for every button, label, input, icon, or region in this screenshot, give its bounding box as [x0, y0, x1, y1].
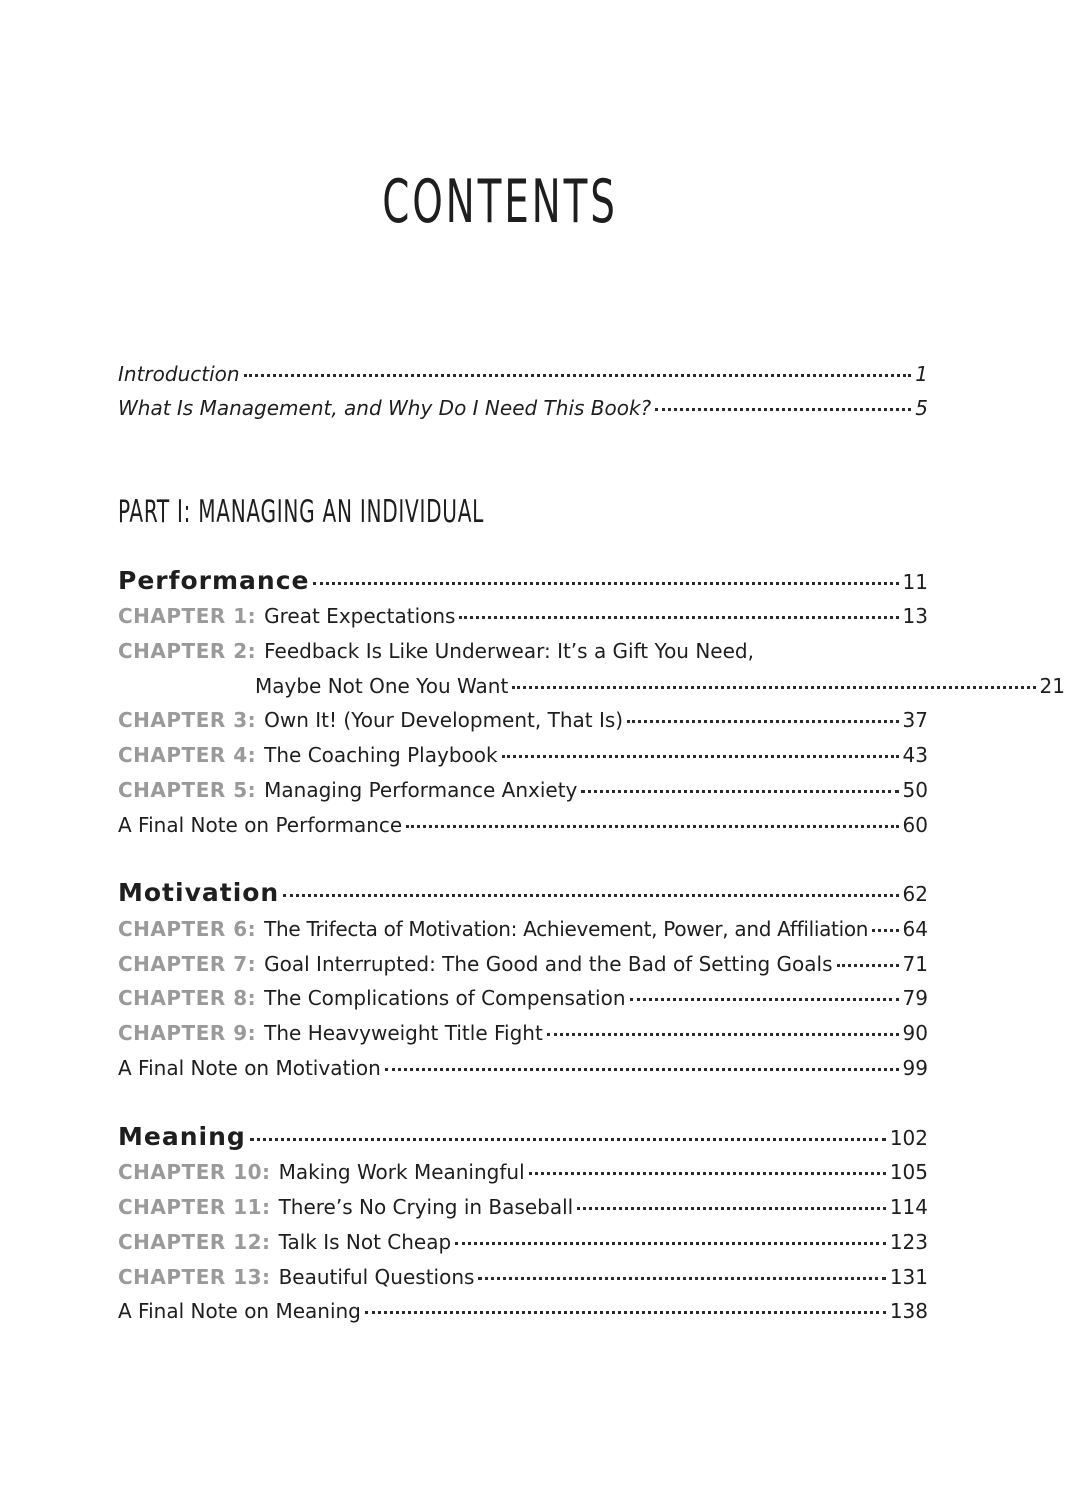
toc-section-performance[interactable]	[118, 568, 928, 593]
toc-chapter-2[interactable]	[118, 641, 928, 661]
page-number: 5	[915, 396, 928, 420]
toc-chapter-2-continued[interactable]	[118, 676, 1065, 696]
toc-chapter-5[interactable]	[118, 780, 928, 800]
dot-leader	[244, 374, 912, 377]
section-title: Meaning	[118, 1122, 246, 1151]
dot-leader	[512, 686, 1035, 689]
dot-leader	[529, 1172, 886, 1175]
toc-chapter-10[interactable]	[118, 1162, 928, 1182]
dot-leader	[630, 998, 899, 1001]
chapter-title: The Complications of Compensation	[264, 986, 626, 1010]
page-number: 1	[915, 362, 928, 386]
page-number: 123	[889, 1230, 928, 1254]
toc-chapter-7[interactable]	[118, 954, 928, 974]
section-title: Motivation	[118, 878, 280, 907]
dot-leader	[385, 1068, 899, 1071]
chapter-label: CHAPTER 3:	[118, 708, 257, 732]
page-number: 131	[889, 1265, 928, 1289]
toc-chapter-6[interactable]	[118, 919, 928, 939]
page-number: 138	[889, 1299, 928, 1323]
toc-final-note-meaning[interactable]	[118, 1301, 928, 1321]
chapter-label: CHAPTER 5:	[118, 778, 257, 802]
dot-leader	[313, 582, 898, 585]
chapter-label: CHAPTER 9:	[118, 1021, 257, 1045]
dot-leader	[627, 720, 898, 723]
dot-leader	[478, 1277, 885, 1280]
page-number: 64	[902, 917, 928, 941]
page-number: 43	[902, 743, 928, 767]
page-number: 21	[1039, 674, 1065, 698]
page-number: 105	[889, 1160, 928, 1184]
page-number: 114	[889, 1195, 928, 1219]
dot-leader	[872, 929, 898, 932]
dot-leader	[459, 616, 898, 619]
chapter-title: Beautiful Questions	[278, 1265, 475, 1289]
chapter-label: CHAPTER 10:	[118, 1160, 271, 1184]
chapter-title: Great Expectations	[264, 604, 456, 628]
entry-title: What Is Management, and Why Do I Need This Book?	[118, 396, 652, 420]
entry-title: A Final Note on Performance	[118, 813, 403, 837]
dot-leader	[502, 755, 899, 758]
chapter-title: Talk Is Not Cheap	[278, 1230, 452, 1254]
page-number: 37	[902, 708, 928, 732]
chapter-title: Making Work Meaningful	[278, 1160, 525, 1184]
chapter-label: CHAPTER 13:	[118, 1265, 271, 1289]
chapter-label: CHAPTER 7:	[118, 952, 257, 976]
dot-leader	[455, 1242, 886, 1245]
chapter-label: CHAPTER 2:	[118, 639, 257, 663]
toc-chapter-9[interactable]	[118, 1023, 928, 1043]
chapter-label: CHAPTER 8:	[118, 986, 257, 1010]
page-number: 50	[902, 778, 928, 802]
dot-leader	[581, 790, 898, 793]
toc-chapter-12[interactable]	[118, 1232, 928, 1252]
dot-leader	[577, 1207, 886, 1210]
chapter-title: Own It! (Your Development, That Is)	[264, 708, 624, 732]
toc-entry-introduction[interactable]	[118, 364, 928, 384]
page-number: 99	[902, 1056, 928, 1080]
section-title: Performance	[118, 566, 310, 595]
page-number: 11	[902, 570, 928, 594]
chapter-title: The Heavyweight Title Fight	[264, 1021, 543, 1045]
page-number: 60	[902, 813, 928, 837]
toc-final-note-performance[interactable]	[118, 815, 928, 835]
page-number: 62	[902, 882, 928, 906]
part-title: PART I: MANAGING AN INDIVIDUAL	[118, 494, 485, 530]
toc-chapter-11[interactable]	[118, 1197, 928, 1217]
toc-chapter-8[interactable]	[118, 988, 928, 1008]
chapter-label: CHAPTER 6:	[118, 917, 257, 941]
toc-section-meaning[interactable]	[118, 1124, 928, 1149]
chapter-title: The Trifecta of Motivation: Achievement, Power, and Affiliation	[264, 917, 869, 941]
dot-leader	[547, 1033, 899, 1036]
chapter-title: Goal Interrupted: The Good and the Bad of Setting Goals	[264, 952, 833, 976]
page-number: 90	[902, 1021, 928, 1045]
chapter-title: There’s No Crying in Baseball	[278, 1195, 574, 1219]
toc-chapter-4[interactable]	[118, 745, 928, 765]
toc-section-motivation[interactable]	[118, 880, 928, 905]
toc-final-note-motivation[interactable]	[118, 1058, 928, 1078]
page-number: 71	[902, 952, 928, 976]
chapter-title: Managing Performance Anxiety	[264, 778, 578, 802]
chapter-title-continued: Maybe Not One You Want	[255, 674, 509, 698]
chapter-label: CHAPTER 4:	[118, 743, 257, 767]
page-number: 102	[889, 1126, 928, 1150]
entry-title: A Final Note on Motivation	[118, 1056, 381, 1080]
toc-chapter-3[interactable]	[118, 710, 928, 730]
dot-leader	[837, 964, 899, 967]
chapter-label: CHAPTER 1:	[118, 604, 257, 628]
entry-title: Introduction	[118, 362, 240, 386]
toc-entry-what-is-management[interactable]	[118, 398, 928, 418]
toc-chapter-13[interactable]	[118, 1267, 928, 1287]
dot-leader	[283, 894, 898, 897]
page-number: 79	[902, 986, 928, 1010]
chapter-title: The Coaching Playbook	[264, 743, 498, 767]
chapter-label: CHAPTER 11:	[118, 1195, 271, 1219]
toc-chapter-1[interactable]	[118, 606, 928, 626]
dot-leader	[250, 1138, 886, 1141]
dot-leader	[406, 825, 898, 828]
dot-leader	[365, 1311, 886, 1314]
dot-leader	[655, 408, 911, 411]
page-title: CONTENTS	[382, 167, 618, 237]
page-number: 13	[902, 604, 928, 628]
chapter-title: Feedback Is Like Underwear: It’s a Gift You Need,	[264, 639, 754, 663]
entry-title: A Final Note on Meaning	[118, 1299, 361, 1323]
chapter-label: CHAPTER 12:	[118, 1230, 271, 1254]
